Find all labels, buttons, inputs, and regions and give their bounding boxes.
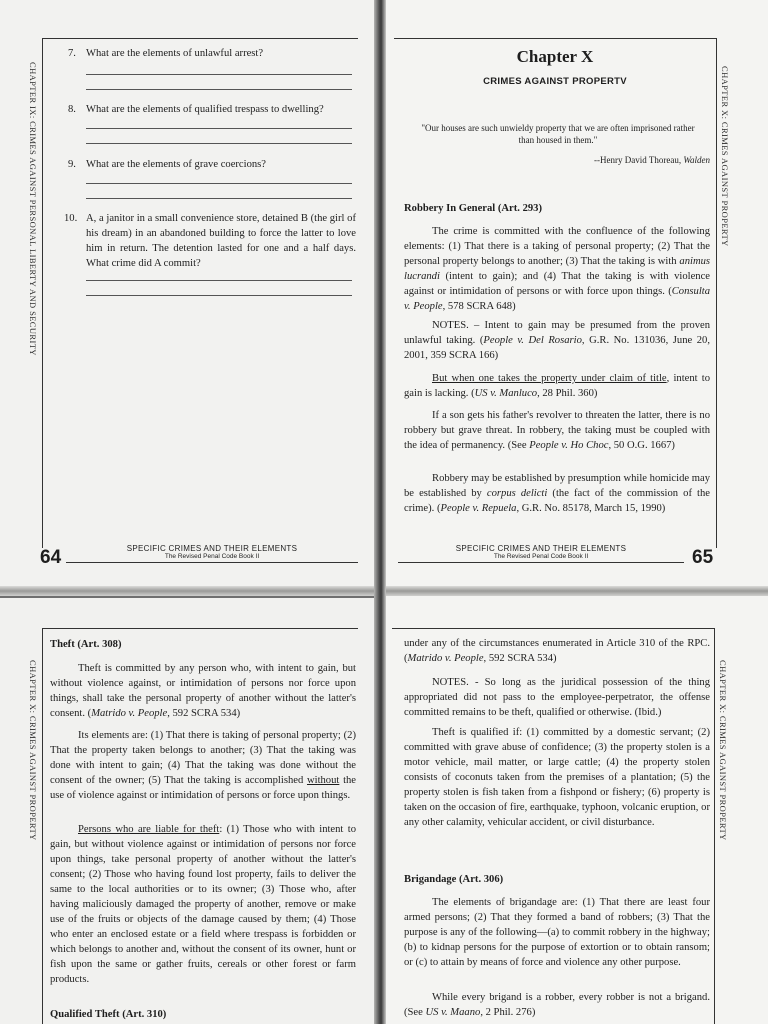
theft-liable-persons — [50, 822, 356, 987]
qualified-theft-continued — [404, 636, 710, 666]
page-frame-left-rule — [42, 628, 43, 1024]
underlined-text: Persons who are liable for theft — [78, 824, 220, 835]
brigandage-heading: Brigandage (Art. 306) — [404, 874, 504, 885]
case-citation: People v. Repuela — [440, 503, 517, 514]
page-65 — [386, 0, 768, 588]
chapter-side-label: CHAPTER IX: CRIMES AGAINST PERSONAL LIBERTY AND SECURITY — [28, 62, 38, 356]
page-number: 64 — [40, 547, 62, 568]
text: While every brigand is a robber, every robber is not a brigand. (See — [404, 992, 710, 1018]
question-10-number: 10. — [64, 213, 78, 224]
page-frame-top-rule — [42, 628, 358, 629]
chapter-side-label: CHAPTER X: CRIMES AGAINST PROPERTY — [718, 660, 728, 841]
case-citation: US v. Maano — [425, 1007, 481, 1018]
footer-subtitle: The Revised Penal Code Book II — [164, 553, 260, 560]
footer-rule — [398, 562, 684, 563]
text: If a son gets his father's revolver to threaten the latter, there is no robbery but grave threat. In robbery, the taking must be coupled with the idea of permanency. (See — [404, 410, 710, 451]
question-8-number: 8. — [68, 104, 76, 115]
text: , 50 O.G. 1667) — [608, 440, 675, 451]
case-citation: Matrido v. People — [91, 708, 168, 719]
theft-elements — [50, 728, 356, 803]
question-9-number: 9. — [68, 159, 76, 170]
epigraph-quote: "Our houses are such unwieldy property that we are often imprisoned rather than housed in them." — [421, 123, 695, 145]
latin-term: animus lucrandi — [404, 256, 711, 282]
page-64 — [0, 0, 374, 588]
case-citation: People v. Ho Choc — [529, 440, 609, 451]
answer-line — [86, 198, 352, 199]
chapter-title: Chapter X — [516, 47, 594, 66]
page-frame-left-rule — [42, 38, 43, 548]
text: Theft is committed by any person who, with intent to gain, but without violence against, or intimidation of persons nor force upon things, shall take the personal property of another without the latter's consent. ( — [50, 663, 356, 719]
page-frame-right-rule — [716, 38, 717, 548]
text: the use of violence against or intimidation of persons or force upon things. — [50, 775, 357, 801]
answer-line — [86, 280, 352, 281]
text: , intent to gain is lacking. ( — [404, 373, 710, 399]
text: : (1) Those who with intent to gain, but without violence against or intimidation of persons nor force upon things, take personal property of another without the latter's consent; (2) Those who having found lost property, fails to deliver the same to the local authorities or to its owner; (3) Those who, after having maliciously damaged the property of another, remove or make use of the fruits or objects of the damage caused by them; (4) Those who enter an enclosed estate or a field where trespass is forbidden or which belongs to another and, without the consent of its owner, hunt or fish upon the same or gather fruits, cereals or other forest or farm products. — [50, 824, 356, 985]
case-citation: US v. Manluco — [474, 388, 538, 399]
text: , G.R. No. 131036, June 20, 2001, 359 SCRA 166) — [404, 335, 710, 361]
page-frame-top-rule — [394, 38, 716, 39]
page-number: 65 — [692, 547, 714, 568]
page-frame-top-rule — [42, 38, 358, 39]
qualified-theft-heading: Qualified Theft (Art. 310) — [50, 1009, 167, 1020]
footer-title: SPECIFIC CRIMES AND THEIR ELEMENTS — [126, 544, 298, 553]
theft-paragraph-1 — [50, 661, 356, 721]
robbery-paragraph-4 — [404, 408, 710, 453]
text: , 2 Phil. 276) — [480, 1007, 536, 1018]
underlined-text: But when one takes the property under claim of title — [432, 373, 667, 384]
epigraph-work: Walden — [683, 155, 710, 165]
text: , 28 Phil. 360) — [537, 388, 598, 399]
running-footer — [66, 544, 358, 560]
text: Its elements are: (1) That there is taking of personal property; (2) That the property taken belongs to another; (3) That the taking was done with intent to gain; (4) That the taking was done without the consent of the owner; (5) That the taking is accomplished — [50, 730, 356, 786]
text: , G.R. No. 85178, March 15, 1990) — [516, 503, 666, 514]
text: , 592 SCRA 534) — [167, 708, 241, 719]
book-gutter — [374, 0, 386, 1024]
question-8-text: What are the elements of qualified trespass to dwelling? — [86, 104, 324, 115]
text: under any of the circumstances enumerated in Article 310 of the RPC. ( — [404, 638, 710, 664]
footer-title: SPECIFIC CRIMES AND THEIR ELEMENTS — [455, 544, 627, 553]
answer-line — [86, 183, 352, 184]
underlined-text: without — [306, 775, 340, 786]
chapter-side-label: CHAPTER X: CRIMES AGAINST PROPERTY — [28, 660, 38, 841]
answer-line — [86, 143, 352, 144]
text: (intent to gain); and (4) That the taking is with violence against or intimidation of persons or with force upon things. ( — [404, 271, 710, 297]
page-66 — [0, 598, 374, 1024]
text: (the fact of the commission of the crime). ( — [404, 488, 710, 514]
theft-heading: Theft (Art. 308) — [50, 639, 122, 650]
question-7-number: 7. — [68, 48, 76, 59]
question-10-text: A, a janitor in a small convenience store, detained B (the girl of his dream) in an abandoned building to force the latter to love him in return. The detention lasted for one and a half days. What crime did A commit? — [86, 213, 356, 269]
case-citation: Consulta v. People — [404, 286, 710, 312]
case-citation: Matrido v. People — [407, 653, 484, 664]
page-frame-right-rule — [714, 628, 715, 1024]
answer-line — [86, 89, 352, 90]
robbery-paragraph-3 — [404, 371, 710, 401]
robbery-notes — [404, 318, 710, 363]
text: Robbery may be established by presumption while homicide may be established by — [404, 473, 710, 499]
qualified-theft-notes: NOTES. - So long as the juridical possession of the thing appropriated did not pass to the employee-perpetrator, the offense committed remains to be theft, qualified or otherwise. (Ibid.) — [404, 677, 710, 718]
robbery-paragraph-1 — [404, 224, 710, 314]
page-frame-top-rule — [392, 628, 714, 629]
answer-line — [86, 128, 352, 129]
footer-subtitle: The Revised Penal Code Book II — [493, 553, 589, 560]
robbery-heading: Robbery In General (Art. 293) — [404, 203, 542, 214]
latin-term: corpus delicti — [486, 488, 548, 499]
robbery-paragraph-5 — [404, 471, 710, 516]
epigraph-author: --Henry David Thoreau, — [594, 155, 682, 165]
brigandage-note — [404, 990, 710, 1020]
text: NOTES. – Intent to gain may be presumed from the proven unlawful taking. ( — [404, 320, 710, 346]
text: , 592 SCRA 534) — [483, 653, 557, 664]
page-67 — [378, 592, 768, 1024]
running-footer — [398, 544, 684, 560]
qualified-theft-circumstances: Theft is qualified if: (1) committed by a domestic servant; (2) committed with grave abuse of confidence; (3) the property stolen is a motor vehicle, mail matter, or large cattle; (4) the property stolen consists of coconuts taken from the premises of a plantation; (5) the property stolen is fish taken from a fishpond or fishery; (6) property is taken on the occasion of fire, earthquake, typhoon, volcanic eruption, or any other calamity, vehicular accident, or civil disturbance. — [404, 727, 710, 828]
question-7-text: What are the elements of unlawful arrest? — [86, 48, 264, 59]
epigraph-attribution — [426, 154, 710, 166]
answer-line — [86, 295, 352, 296]
text: The crime is committed with the confluence of the following elements: (1) That there is a taking of personal property; (2) That the personal property belongs to another; (3) That the taking is with — [404, 226, 710, 267]
question-9-text: What are the elements of grave coercions? — [86, 159, 267, 170]
case-citation: People v. Del Rosario — [483, 335, 582, 346]
text: , 578 SCRA 648) — [442, 301, 516, 312]
brigandage-elements: The elements of brigandage are: (1) That there are least four armed persons; (2) That they formed a band of robbers; (3) That the purpose is any of the following—(a) to commit robbery in the highway; (b) to kidnap persons for the purpose of extortion or to obtain ransom; or (c) to attain by means of force and violence any other purpose. — [404, 897, 710, 968]
footer-rule — [66, 562, 358, 563]
answer-line — [86, 74, 352, 75]
chapter-subtitle: CRIMES AGAINST PROPERTV — [483, 76, 627, 87]
chapter-side-label: CHAPTER X: CRIMES AGAINST PROPERTY — [720, 66, 730, 247]
